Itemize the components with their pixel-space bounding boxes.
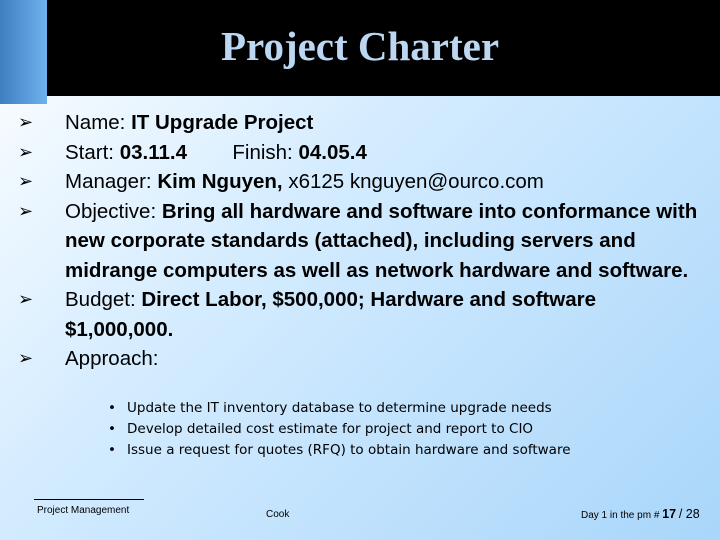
bullet-approach <box>18 344 708 374</box>
dot-bullet-icon: • <box>108 400 116 416</box>
objective-label: Objective: <box>65 199 157 223</box>
dot-bullet-icon: • <box>108 442 116 458</box>
bullet-budget <box>18 285 708 344</box>
budget-label: Budget: <box>65 288 136 311</box>
finish-label: Finish: <box>232 140 293 164</box>
start-value: 03.11.4 <box>119 140 187 164</box>
approach-item-text: Issue a request for quotes (RFQ) to obtain hardware and software <box>127 442 571 458</box>
bullet-list <box>18 108 708 374</box>
arrow-bullet-icon: ➢ <box>18 141 34 163</box>
approach-item <box>108 419 571 440</box>
arrow-bullet-icon: ➢ <box>18 200 34 222</box>
approach-list <box>108 398 571 461</box>
manager-label: Manager: <box>65 170 152 193</box>
footer-divider <box>34 499 144 500</box>
approach-label: Approach: <box>65 347 159 370</box>
bullet-start <box>18 138 708 168</box>
manager-contact: x6125 knguyen@ourco.com <box>288 170 544 193</box>
slide-title: Project Charter <box>220 23 500 69</box>
bullet-objective <box>18 197 708 286</box>
arrow-bullet-icon: ➢ <box>18 348 34 369</box>
arrow-bullet-icon: ➢ <box>18 112 34 133</box>
start-label: Start: <box>65 140 114 164</box>
bullet-name <box>18 108 708 138</box>
footer-page-prefix: Day 1 in the pm # <box>581 510 660 521</box>
arrow-bullet-icon: ➢ <box>18 171 34 192</box>
footer-course-name: Project Management <box>37 505 130 516</box>
approach-item <box>108 440 571 461</box>
footer-author: Cook <box>266 509 290 520</box>
dot-bullet-icon: • <box>108 421 116 437</box>
bullet-manager <box>18 167 708 197</box>
budget-value: Direct Labor, $500,000; Hardware and software $1,000,000. <box>65 288 596 341</box>
approach-item <box>108 398 571 419</box>
finish-value: 04.05.4 <box>298 140 367 164</box>
name-value: IT Upgrade Project <box>131 111 314 134</box>
footer-page-info <box>581 507 700 521</box>
manager-name: Kim Nguyen, <box>157 170 283 193</box>
footer-page-number: 17 <box>662 507 677 521</box>
objective-value: Bring all hardware and software into conformance with new corporate standards (attached), including servers and midrange computers as well as network hardware and software. <box>65 199 698 282</box>
footer-page-total: / 28 <box>678 507 700 521</box>
approach-item-text: Develop detailed cost estimate for project and report to CIO <box>127 421 534 437</box>
name-label: Name: <box>65 111 126 134</box>
approach-item-text: Update the IT inventory database to determine upgrade needs <box>127 400 552 416</box>
arrow-bullet-icon: ➢ <box>18 289 34 310</box>
